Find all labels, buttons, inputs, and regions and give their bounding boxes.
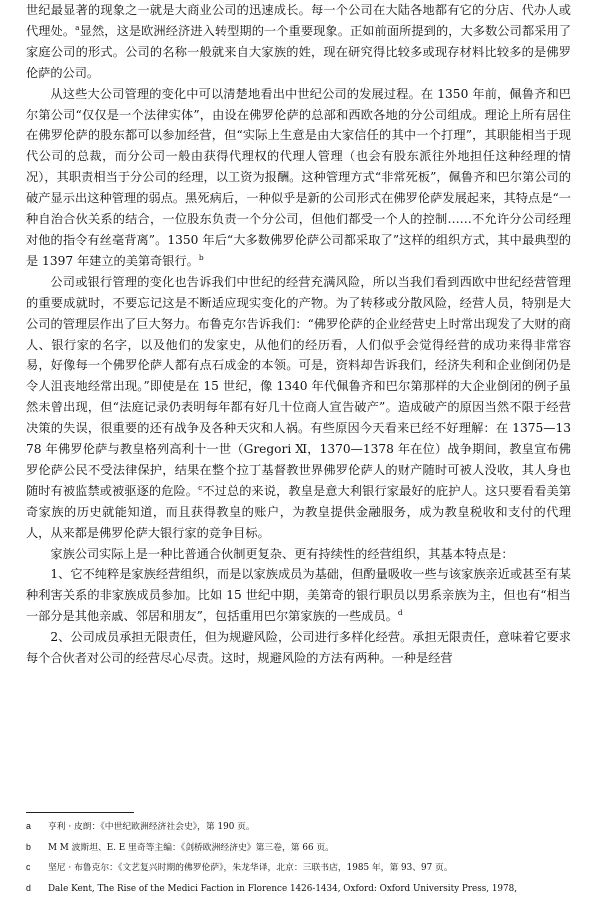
footnotes bbox=[26, 817, 586, 899]
paragraph bbox=[26, 272, 571, 544]
paragraph-text: 家族公司实际上是一种比普通合伙制更复杂、更有持续性的经营组织，其基本特点是： bbox=[50, 546, 514, 561]
footnote-item bbox=[26, 838, 586, 859]
paragraph-text: 从这些大公司管理的变化中可以清楚地看出中世纪公司的发展过程。在 1350 年前，佩鲁齐和巴尔第公司“仅仅是一个法律实体”，由设在佛罗伦萨的总部和西欧各地的分公司组成。理论上所有居住在佛罗伦萨的股东都可以参加经营，但“实际上生意是由大家信任的其中一个打理”，其职能相当于现代公司的总裁，而分公司一般由获得代理权的代理人管理（也会有股东派往外地担任这种经理的情况），其职责相当于分公司的经理，以工资为报酬。这种管理方式“非常死板”，佩鲁齐和巴尔第公司的破产显示出这种管理的弱点。黑死病后，一种似乎是新的公司形式在佛罗伦萨发展起来，其特点是“一种自治合伙关系的结合，一位股东负责一个分公司，但他们都受一个人的控制……不允许分公司经理对他的指令有丝毫背离”。1350 年后“大多数佛罗伦萨公司都采取了”这样的组织方式，其中最典型的是 1397 年建立的美第奇银行。 bbox=[26, 86, 571, 268]
footnote-key: a bbox=[26, 821, 31, 831]
footnote-item bbox=[26, 817, 586, 838]
footnote-item bbox=[26, 858, 586, 879]
footnote-marker[interactable]: c bbox=[198, 482, 203, 492]
paragraph-text: 不过总的来说，教皇是意大利银行家最好的庇护人。这只要看看美第奇家族的历史就能知道，而且获得教皇的账户，为教皇提供金融服务，成为教皇税收和支付的代理人，从来都是佛罗伦萨大银行家的竞争目标。 bbox=[26, 483, 572, 540]
footnote-marker[interactable]: d bbox=[397, 608, 403, 618]
footnote-text: M M 波斯坦、E. E 里奇等主编：《剑桥欧洲经济史》第三卷，第 66 页。 bbox=[48, 842, 334, 853]
footnote-marker[interactable]: b bbox=[198, 252, 204, 262]
footnote-text: Dale Kent, The Rise of the Medici Faction in Florence 1426-1434, Oxford: Oxford University Press, 1978, bbox=[48, 883, 518, 894]
paragraph bbox=[26, 0, 571, 84]
paragraph bbox=[26, 544, 571, 565]
paragraph bbox=[26, 84, 571, 272]
page-body bbox=[26, 0, 571, 669]
footnote-marker[interactable]: a bbox=[75, 22, 80, 32]
paragraph-text: 世纪最显著的现象之一就是大商业公司的迅速成长。每一个公司在大陆各地都有它的分店、代办人或代理处。 bbox=[26, 3, 571, 38]
paragraph bbox=[26, 564, 571, 627]
paragraph-text: 公司或银行管理的变化也告诉我们中世纪的经营充满风险，所以当我们看到西欧中世纪经营管理的重要成就时，不要忘记这是不断适应现实变化的产物。为了转移或分散风险，经营人员，特别是大公司的管理层作出了巨大努力。布鲁克尔告诉我们：“佛罗伦萨的企业经营史上时常出现发了大财的商人、银行家的名字，以及他们的发家史，从他们的经历看，人们似乎会觉得经营的成功来得非常容易，好像每一个佛罗伦萨人都有点石成金的本领。可是，资料却告诉我们，经济失利和企业倒闭仍是令人沮丧地经常出现。”即使是在 15 世纪，像 1340 年代佩鲁齐和巴尔第那样的大企业倒闭的例子虽然未曾出现，但“法庭记录仍表明每年都有好几十位商人宣告破产”。造成破产的原因当然不限于经营决策的失误，很重要的还有战争及各种天灾和人祸。有些原因今天看来已经不好理解：在 1375—1378 年佛罗伦萨与教皇格列高利十一世（Gregori Ⅺ，1370—1378 年在位）战争期间，教皇宣布佛罗伦萨公民不受法律保护，结果在整个拉丁基督教世界佛罗伦萨人的财产随时可被人没收，其人身也随时有被监禁或被驱逐的危险。 bbox=[26, 274, 571, 498]
paragraph bbox=[26, 627, 571, 669]
paragraph-text: 1、它不纯粹是家族经营组织，而是以家族成员为基础，但酌量吸收一些与该家族亲近或甚至有某种利害关系的非家族成员参加。比如 15 世纪中期，美第奇的银行职员以男系亲族为主，但也有“相当一部分是其他亲戚、邻居和朋友”，包括重用巴尔第家族的一些成员。 bbox=[26, 567, 571, 624]
footnote-key: d bbox=[26, 882, 31, 893]
footnote-text: 亨利 · 皮朗：《中世纪欧洲经济社会史》，第 190 页。 bbox=[48, 822, 255, 832]
paragraph-text: 2、公司成员承担无限责任，但为规避风险，公司进行多样化经营。承担无限责任，意味着它要求每个合伙者对公司的经营尽心尽责。这时，规避风险的方法有两种。一种是经营 bbox=[26, 630, 571, 666]
paragraph-text: 显然，这是欧洲经济进入转型期的一个重要现象。正如前面所提到的，大多数公司都采用了家庭公司的形式。公司的名称一般就来自大家族的姓，现在研究得比较多或现存材料比较多的是佛罗伦萨的公司。 bbox=[26, 23, 572, 80]
footnote-divider bbox=[26, 812, 134, 813]
footnote-text: 坚尼 · 布鲁克尔：《文艺复兴时期的佛罗伦萨》，朱龙华译，北京：三联书店，1985 年，第 93、97 页。 bbox=[48, 863, 453, 873]
footnote-key: c bbox=[26, 862, 31, 872]
footnote-key: b bbox=[26, 841, 31, 852]
footnote-item bbox=[26, 879, 586, 900]
